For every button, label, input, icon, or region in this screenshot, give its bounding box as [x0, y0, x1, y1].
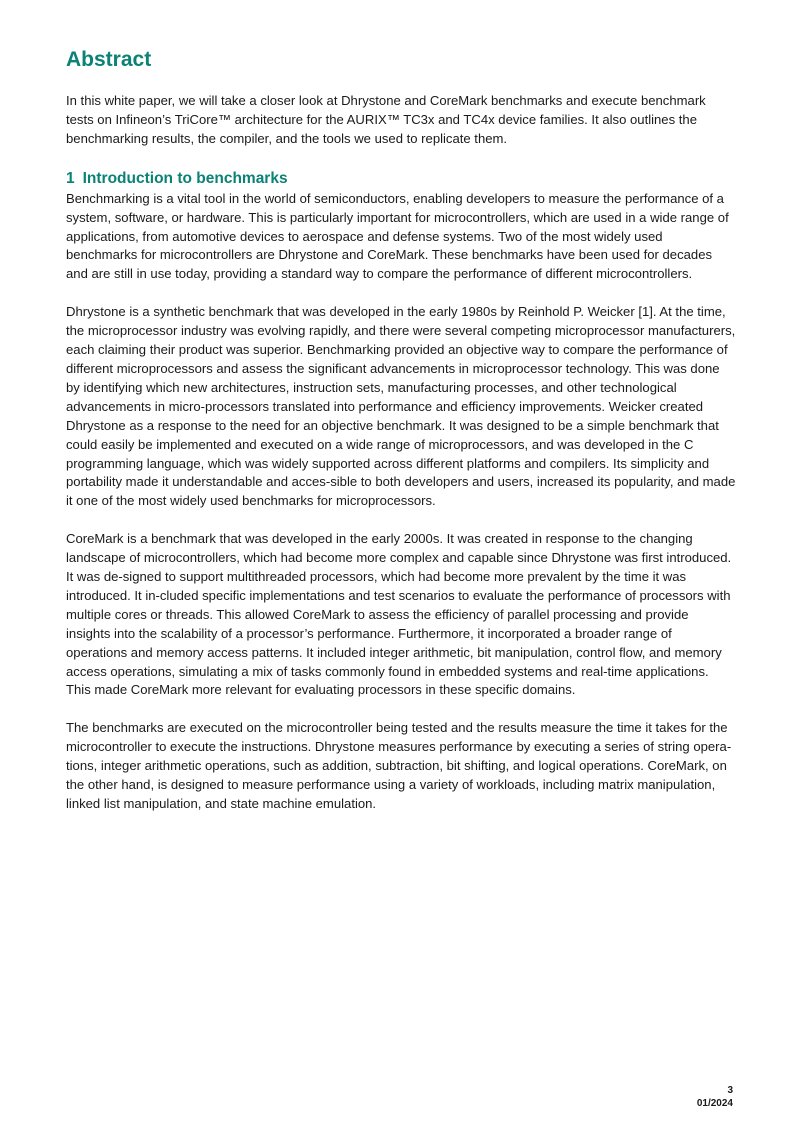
section-title: Introduction to benchmarks — [82, 169, 288, 187]
page-content — [66, 44, 736, 833]
page-number: 3 — [727, 1085, 733, 1096]
intro-paragraph-1: Benchmarking is a vital tool in the world of semiconductors, enabling developers to measure the performance of a system, software, or hardware. This is particularly important for microcontrollers, which are used in a wide range of applications, from automotive devices to aerospace and defense systems. Two of the most widely used benchmarks for microcontrollers are Dhrystone and CoreMark. These benchmarks have been used for decades and are still in use today, providing a standard way to compare the performance of different microcontrollers. — [66, 190, 729, 282]
page-footer — [697, 1084, 733, 1110]
section-number: 1 — [66, 169, 75, 187]
intro-paragraph-3: CoreMark is a benchmark that was developed in the early 2000s. It was created in response to the changing landscape of microcontrollers, which had become more complex and capable since Dhrystone was first introduced. It was de-signed to support multithreaded processors, which had become more prevalent by the time it was introduced. It in-cluded specific implementations and test scenarios to evaluate the performance of processors with multiple cores or threads. This allowed CoreMark to assess the efficiency of parallel processing and provide insights into the scalability of a processor’s performance. Furthermore, it incorporated a broader range of operations and memory access patterns. It included integer arithmetic, bit manipulation, control flow, and memory access operations, simulating a mix of tasks commonly found in embedded systems and real-time applications. This made CoreMark more relevant for evaluating processors in these specific domains. — [66, 531, 732, 698]
intro-paragraph-4: The benchmarks are executed on the microcontroller being tested and the results measure the time it takes for the microcontroller to execute the instructions. Dhrystone measures performance by executing a series of string opera-tions, integer arithmetic operations, such as addition, subtraction, bit shifting, and logical operations. CoreMark, on the other hand, is designed to measure performance using a variety of workloads, including matrix manipulation, linked list manipulation, and state machine emulation. — [66, 720, 732, 811]
abstract-paragraph: In this white paper, we will take a closer look at Dhrystone and CoreMark benchmarks and execute benchmark tests on Infineon’s TriCore™ architecture for the AURIX™ TC3x and TC4x device families. It also outlines the benchmarking results, the compiler, and the tools we used to replicate them. — [66, 93, 706, 146]
footer-date: 01/2024 — [696, 1098, 733, 1109]
intro-paragraph-2: Dhrystone is a synthetic benchmark that was developed in the early 1980s by Reinhold P. Weicker [1]. At the time, the microprocessor industry was evolving rapidly, and there were several competing microprocessor manufacturers, each claiming their product was superior. Benchmarking provided an objective way to compare the performance of different microprocessors and assess the significant advancements in microprocessor technology. This was done by identifying which new architectures, instruction sets, manufacturing processes, and other technological advancements in micro-processors translated into performance and efficiency improvements. Weicker created Dhrystone as a response to the need for an objective benchmark. It was designed to be a simple benchmark that could easily be implemented and executed on a wide range of microprocessors, and was developed in the C programming language, which was widely supported across different platforms and compilers. Its simplicity and portability made it understandable and acces-sible to both developers and users, increased its popularity, and made it one of the most widely used benchmarks for microprocessors. — [66, 304, 736, 509]
abstract-heading: Abstract — [66, 48, 152, 71]
section-heading — [66, 168, 736, 190]
